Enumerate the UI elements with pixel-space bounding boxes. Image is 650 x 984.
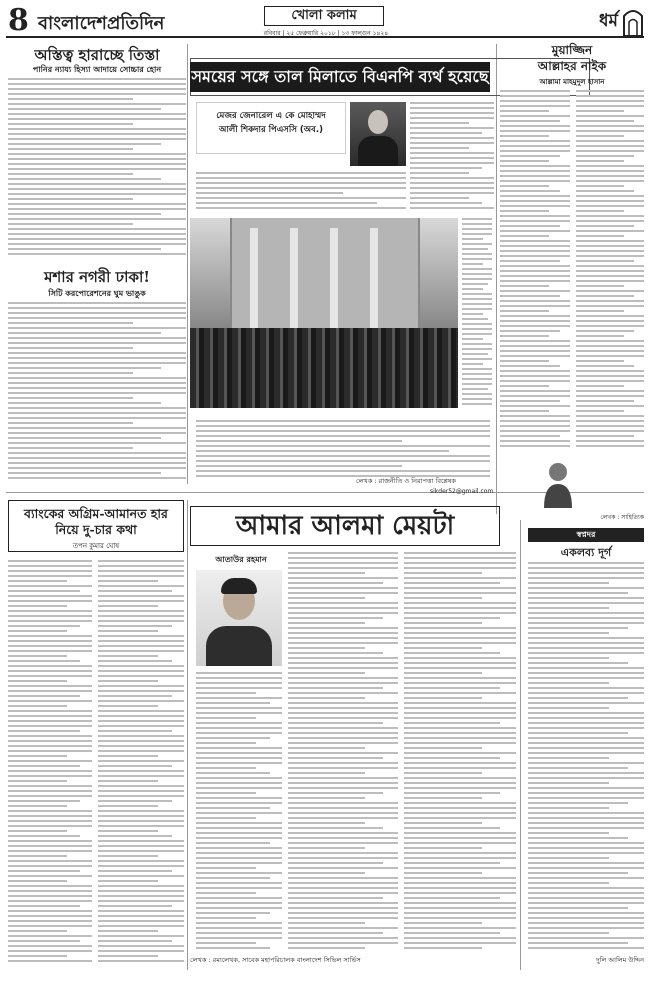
- teesta-subhead: পানির ন্যায্য হিস্যা আদায়ে সোচ্চার হোন: [32, 65, 162, 74]
- column-rule: [520, 520, 521, 970]
- page-number: 8: [8, 3, 29, 38]
- alma-author: আতাউর রহমান: [215, 555, 267, 564]
- lead-body-col-d: [462, 218, 492, 408]
- dhaka-body: [8, 302, 186, 484]
- column-rule: [496, 44, 497, 514]
- bank-body-col-b: [98, 560, 184, 965]
- muezzin-body-col-b: [576, 90, 644, 452]
- lead-body-col-c: [196, 420, 490, 480]
- lead-news-photo: [190, 218, 458, 408]
- column-rule: [187, 44, 188, 484]
- dhaka-headline: মশার নগরী ঢাকা!: [44, 268, 150, 286]
- muezzin-headline-1: মুয়াজ্জিন: [551, 43, 593, 57]
- teesta-headline: অস্তিত্ব হারাচ্ছে তিস্তা: [34, 46, 160, 64]
- ekalavya-writer: দুলি আলিম উদ্দিন: [596, 956, 644, 964]
- alma-end-note: লেখক : রম্যলেখক, সাবেক মহাপরিচালক বাংলাদেশ সিভিল সার্ভিস: [190, 956, 361, 964]
- alma-headline: আমার আলমা মেয়টা: [235, 511, 455, 541]
- alma-body-col-a: [196, 672, 282, 952]
- alma-body-col-b: [288, 552, 398, 952]
- mosque-icon: [622, 6, 644, 36]
- column-title-badge: স্বপ্নদর: [528, 528, 644, 542]
- lead-author-note: লেখক : রাজনীতি ও নিরাপত্তা বিশ্লেষক: [356, 477, 456, 485]
- alma-body-col-c: [404, 552, 516, 952]
- lead-author: [196, 102, 346, 154]
- column-rule: [187, 500, 188, 970]
- muezzin-headline-2: আল্লাহর নাইক: [537, 59, 607, 73]
- alma-author-photo: [196, 570, 282, 666]
- bank-body-col-a: [8, 560, 92, 965]
- lead-author-email: sikder52@gmail.com: [430, 488, 494, 495]
- figure-caption: লেখক : সাহিত্যিক: [600, 514, 644, 521]
- lead-headline: সময়ের সঙ্গে তাল মিলাতে বিএনপি ব্যর্থ হয়েছে: [190, 62, 490, 92]
- masthead: [6, 4, 644, 38]
- lead-body-col-a: [410, 102, 494, 214]
- lead-author-photo: [350, 102, 406, 166]
- lead-body-col-b: [196, 172, 406, 214]
- lead-author-line2: আলী শিকদার পিএসসি (অব.): [219, 125, 323, 135]
- lead-author-line1: মেজর জেনারেল এ কে মোহাম্মদ: [216, 111, 326, 121]
- ekalavya-body: [528, 562, 644, 952]
- date-line: রবিবার | ২৫ ফেব্রুয়ারি ২০১৮ | ১৩ ফাল্গুন ১৪২৪: [263, 30, 389, 37]
- dhaka-subhead: সিটি করপোরেশনের ঘুম ভাঙুক: [48, 289, 146, 298]
- section-name: খোলা কলাম: [264, 6, 384, 26]
- religion-section-name: ধর্ম: [599, 11, 618, 31]
- muezzin-body-col-a: [500, 90, 570, 452]
- writer-portrait-icon: [542, 460, 574, 508]
- teesta-body: [8, 78, 186, 260]
- paper-name: বাংলাদেশপ্রতিদিন: [38, 13, 165, 34]
- ekalavya-headline: একলব্য দূর্গ: [560, 546, 612, 559]
- bank-author: তপন কুমার ঘোষ: [72, 542, 120, 550]
- muezzin-author: আল্লামা মাহমুদুল হাসান: [539, 78, 605, 86]
- bank-headline-2: নিয়ে দু-চার কথা: [55, 522, 137, 537]
- bank-headline-1: ব্যাংকের অগ্রিম-আমানত হার: [24, 506, 168, 521]
